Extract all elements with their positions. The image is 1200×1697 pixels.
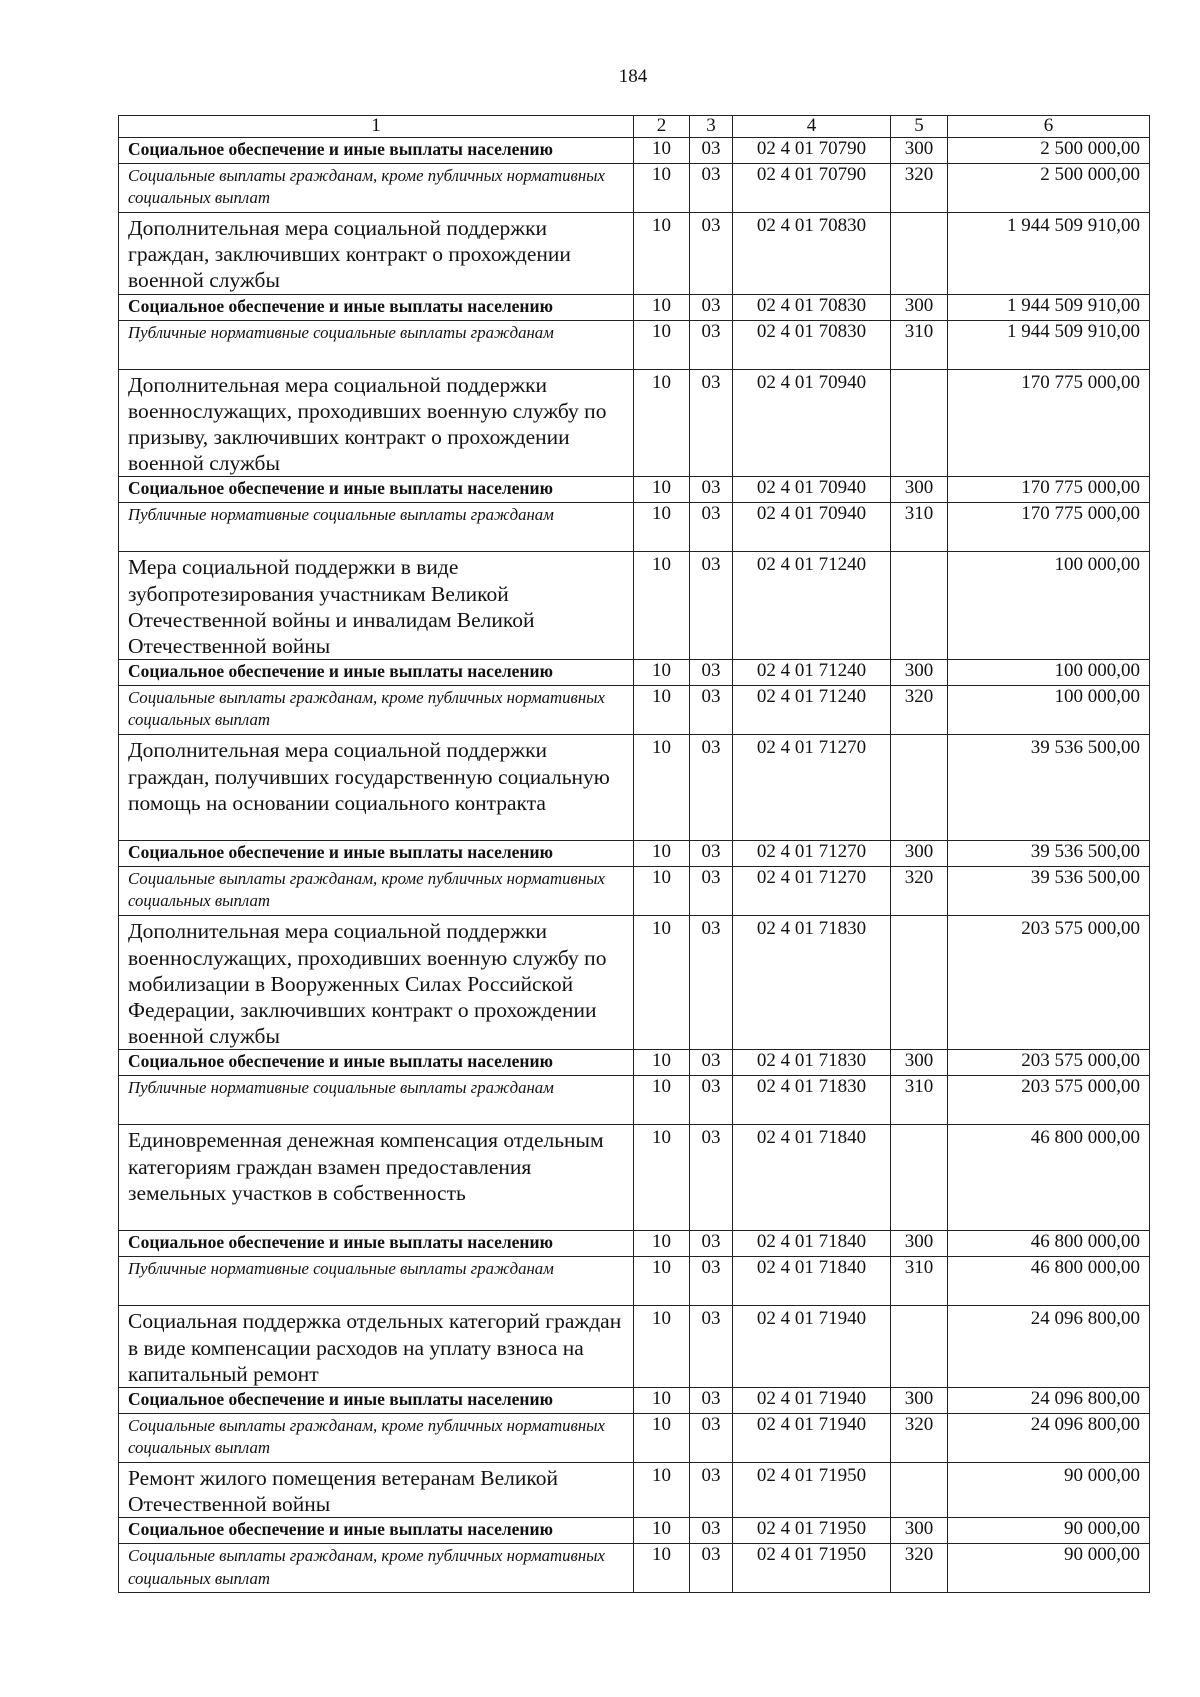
row-section-cell: 10 [634,137,690,163]
row-target-article-cell: 02 4 01 70940 [733,369,891,477]
row-expense-type-cell [891,735,948,841]
row-target-article-cell: 02 4 01 71950 [733,1544,891,1593]
row-section-cell: 10 [634,1414,690,1463]
row-section-cell: 10 [634,503,690,552]
row-target-article-cell: 02 4 01 71270 [733,841,891,867]
row-target-article-cell: 02 4 01 70940 [733,477,891,503]
row-amount-cell: 203 575 000,00 [948,1076,1150,1125]
row-target-article-cell: 02 4 01 71240 [733,552,891,660]
row-section-cell: 10 [634,477,690,503]
table-row [119,1518,1150,1544]
row-target-article-cell: 02 4 01 71240 [733,660,891,686]
row-amount-cell: 2 500 000,00 [948,163,1150,212]
row-amount-cell: 1 944 509 910,00 [948,212,1150,294]
row-name-cell: Публичные нормативные социальные выплаты гражданам [119,1076,634,1125]
row-amount-cell: 90 000,00 [948,1518,1150,1544]
row-subsection-cell: 03 [690,212,733,294]
row-expense-type-cell: 320 [891,686,948,735]
table-row [119,867,1150,916]
row-name-cell: Публичные нормативные социальные выплаты гражданам [119,320,634,369]
row-target-article-cell: 02 4 01 71270 [733,867,891,916]
table-row [119,1306,1150,1388]
row-section-cell: 10 [634,660,690,686]
row-name-cell: Дополнительная мера социальной поддержки военнослужащих, проходивших военную службу по призыву, заключивших контракт о прохождении военной службы [119,369,634,477]
row-subsection-cell: 03 [690,552,733,660]
row-section-cell: 10 [634,1231,690,1257]
row-expense-type-cell: 300 [891,137,948,163]
table-row [119,1257,1150,1306]
table-row [119,1463,1150,1518]
row-target-article-cell: 02 4 01 71840 [733,1231,891,1257]
row-amount-cell: 100 000,00 [948,552,1150,660]
row-subsection-cell: 03 [690,1076,733,1125]
row-target-article-cell: 02 4 01 71840 [733,1257,891,1306]
row-section-cell: 10 [634,369,690,477]
row-expense-type-cell: 310 [891,320,948,369]
row-amount-cell: 24 096 800,00 [948,1414,1150,1463]
table-row [119,369,1150,477]
row-target-article-cell: 02 4 01 71240 [733,686,891,735]
row-target-article-cell: 02 4 01 71940 [733,1388,891,1414]
table-row [119,294,1150,320]
row-subsection-cell: 03 [690,1463,733,1518]
row-name-cell: Социальная поддержка отдельных категорий граждан в виде компенсации расходов на уплату взноса на капитальный ремонт [119,1306,634,1388]
table-row [119,1125,1150,1231]
row-expense-type-cell [891,1463,948,1518]
row-target-article-cell: 02 4 01 71830 [733,916,891,1050]
row-subsection-cell: 03 [690,841,733,867]
row-subsection-cell: 03 [690,320,733,369]
row-target-article-cell: 02 4 01 70790 [733,163,891,212]
row-expense-type-cell: 310 [891,503,948,552]
row-name-cell: Социальное обеспечение и иные выплаты населению [119,1518,634,1544]
row-section-cell: 10 [634,686,690,735]
row-name-cell: Социальное обеспечение и иные выплаты населению [119,841,634,867]
row-name-cell: Дополнительная мера социальной поддержки военнослужащих, проходивших военную службу по мобилизации в Вооруженных Силах Российской Федерации, заключивших контракт о прохождении военной службы [119,916,634,1050]
table-row [119,137,1150,163]
row-subsection-cell: 03 [690,1306,733,1388]
row-expense-type-cell: 310 [891,1257,948,1306]
table-row [119,916,1150,1050]
row-subsection-cell: 03 [690,1257,733,1306]
row-target-article-cell: 02 4 01 71830 [733,1050,891,1076]
row-amount-cell: 39 536 500,00 [948,867,1150,916]
row-expense-type-cell: 300 [891,1518,948,1544]
row-name-cell: Социальные выплаты гражданам, кроме публичных нормативных социальных выплат [119,867,634,916]
row-name-cell: Ремонт жилого помещения ветеранам Великой Отечественной войны [119,1463,634,1518]
table-row [119,841,1150,867]
row-name-cell: Социальные выплаты гражданам, кроме публичных нормативных социальных выплат [119,686,634,735]
row-amount-cell: 100 000,00 [948,686,1150,735]
header-cell-target-article: 4 [733,116,891,138]
row-section-cell: 10 [634,552,690,660]
row-name-cell: Социальное обеспечение и иные выплаты населению [119,137,634,163]
row-target-article-cell: 02 4 01 71270 [733,735,891,841]
table-row [119,503,1150,552]
row-expense-type-cell: 320 [891,1544,948,1593]
header-cell-expense-type: 5 [891,116,948,138]
row-name-cell: Социальные выплаты гражданам, кроме публичных нормативных социальных выплат [119,1544,634,1593]
row-target-article-cell: 02 4 01 71940 [733,1306,891,1388]
row-expense-type-cell [891,552,948,660]
row-name-cell: Социальные выплаты гражданам, кроме публичных нормативных социальных выплат [119,163,634,212]
budget-table-body [119,116,1150,1593]
row-target-article-cell: 02 4 01 71950 [733,1518,891,1544]
row-name-cell: Мера социальной поддержки в виде зубопротезирования участникам Великой Отечественной войны и инвалидам Великой Отечественной войны [119,552,634,660]
row-subsection-cell: 03 [690,1544,733,1593]
table-row [119,735,1150,841]
row-target-article-cell: 02 4 01 71940 [733,1414,891,1463]
row-subsection-cell: 03 [690,1125,733,1231]
row-name-cell: Социальное обеспечение и иные выплаты населению [119,1050,634,1076]
row-section-cell: 10 [634,1076,690,1125]
table-row [119,552,1150,660]
row-name-cell: Дополнительная мера социальной поддержки граждан, получивших государственную социальную помощь на основании социального контракта [119,735,634,841]
row-section-cell: 10 [634,841,690,867]
row-amount-cell: 1 944 509 910,00 [948,294,1150,320]
row-subsection-cell: 03 [690,294,733,320]
row-section-cell: 10 [634,212,690,294]
header-cell-amount: 6 [948,116,1150,138]
row-amount-cell: 24 096 800,00 [948,1388,1150,1414]
row-section-cell: 10 [634,320,690,369]
row-name-cell: Дополнительная мера социальной поддержки граждан, заключивших контракт о прохождении военной службы [119,212,634,294]
row-name-cell: Социальные выплаты гражданам, кроме публичных нормативных социальных выплат [119,1414,634,1463]
row-subsection-cell: 03 [690,1414,733,1463]
row-section-cell: 10 [634,1050,690,1076]
row-expense-type-cell: 300 [891,841,948,867]
row-amount-cell: 46 800 000,00 [948,1257,1150,1306]
row-amount-cell: 170 775 000,00 [948,369,1150,477]
row-name-cell: Социальное обеспечение и иные выплаты населению [119,660,634,686]
row-amount-cell: 1 944 509 910,00 [948,320,1150,369]
row-amount-cell: 39 536 500,00 [948,735,1150,841]
row-expense-type-cell [891,1125,948,1231]
row-subsection-cell: 03 [690,686,733,735]
row-section-cell: 10 [634,1544,690,1593]
row-amount-cell: 90 000,00 [948,1463,1150,1518]
row-amount-cell: 46 800 000,00 [948,1231,1150,1257]
row-section-cell: 10 [634,1257,690,1306]
row-expense-type-cell: 300 [891,660,948,686]
row-section-cell: 10 [634,916,690,1050]
table-row [119,1050,1150,1076]
row-subsection-cell: 03 [690,1050,733,1076]
row-amount-cell: 100 000,00 [948,660,1150,686]
row-section-cell: 10 [634,867,690,916]
header-cell-name: 1 [119,116,634,138]
header-cell-section: 2 [634,116,690,138]
row-section-cell: 10 [634,735,690,841]
row-expense-type-cell [891,916,948,1050]
row-expense-type-cell [891,369,948,477]
header-cell-subsection: 3 [690,116,733,138]
row-expense-type-cell [891,212,948,294]
row-expense-type-cell: 310 [891,1076,948,1125]
row-expense-type-cell: 320 [891,1414,948,1463]
row-expense-type-cell: 300 [891,1231,948,1257]
row-expense-type-cell: 300 [891,294,948,320]
row-subsection-cell: 03 [690,1231,733,1257]
row-name-cell: Социальное обеспечение и иные выплаты населению [119,1231,634,1257]
row-target-article-cell: 02 4 01 70790 [733,137,891,163]
budget-table [118,115,1150,1593]
table-row [119,163,1150,212]
row-amount-cell: 170 775 000,00 [948,477,1150,503]
row-expense-type-cell: 320 [891,163,948,212]
row-subsection-cell: 03 [690,477,733,503]
row-section-cell: 10 [634,1518,690,1544]
row-subsection-cell: 03 [690,1388,733,1414]
table-row [119,660,1150,686]
row-amount-cell: 24 096 800,00 [948,1306,1150,1388]
row-amount-cell: 2 500 000,00 [948,137,1150,163]
row-subsection-cell: 03 [690,916,733,1050]
row-target-article-cell: 02 4 01 71840 [733,1125,891,1231]
table-header-row [119,116,1150,138]
row-subsection-cell: 03 [690,1518,733,1544]
table-row [119,1544,1150,1593]
row-subsection-cell: 03 [690,369,733,477]
row-amount-cell: 90 000,00 [948,1544,1150,1593]
table-row [119,320,1150,369]
row-expense-type-cell: 320 [891,867,948,916]
row-expense-type-cell [891,1306,948,1388]
row-name-cell: Единовременная денежная компенсация отдельным категориям граждан взамен предоставления земельных участков в собственность [119,1125,634,1231]
row-expense-type-cell: 300 [891,1388,948,1414]
row-name-cell: Социальное обеспечение и иные выплаты населению [119,294,634,320]
table-row [119,1388,1150,1414]
row-amount-cell: 203 575 000,00 [948,1050,1150,1076]
row-target-article-cell: 02 4 01 71830 [733,1076,891,1125]
row-name-cell: Социальное обеспечение и иные выплаты населению [119,1388,634,1414]
row-name-cell: Социальное обеспечение и иные выплаты населению [119,477,634,503]
row-target-article-cell: 02 4 01 70940 [733,503,891,552]
table-row [119,1076,1150,1125]
row-subsection-cell: 03 [690,137,733,163]
row-target-article-cell: 02 4 01 70830 [733,294,891,320]
row-target-article-cell: 02 4 01 71950 [733,1463,891,1518]
row-amount-cell: 203 575 000,00 [948,916,1150,1050]
row-expense-type-cell: 300 [891,477,948,503]
table-row [119,477,1150,503]
table-row [119,1231,1150,1257]
row-subsection-cell: 03 [690,163,733,212]
row-subsection-cell: 03 [690,660,733,686]
row-section-cell: 10 [634,1125,690,1231]
row-subsection-cell: 03 [690,503,733,552]
row-amount-cell: 170 775 000,00 [948,503,1150,552]
row-section-cell: 10 [634,1463,690,1518]
row-name-cell: Публичные нормативные социальные выплаты гражданам [119,1257,634,1306]
table-row [119,212,1150,294]
row-section-cell: 10 [634,1306,690,1388]
row-name-cell: Публичные нормативные социальные выплаты гражданам [119,503,634,552]
row-target-article-cell: 02 4 01 70830 [733,212,891,294]
page-number: 184 [618,66,648,87]
row-subsection-cell: 03 [690,735,733,841]
table-row [119,1414,1150,1463]
row-amount-cell: 39 536 500,00 [948,841,1150,867]
row-subsection-cell: 03 [690,867,733,916]
row-section-cell: 10 [634,294,690,320]
row-expense-type-cell: 300 [891,1050,948,1076]
row-target-article-cell: 02 4 01 70830 [733,320,891,369]
table-row [119,686,1150,735]
row-section-cell: 10 [634,163,690,212]
row-amount-cell: 46 800 000,00 [948,1125,1150,1231]
row-section-cell: 10 [634,1388,690,1414]
